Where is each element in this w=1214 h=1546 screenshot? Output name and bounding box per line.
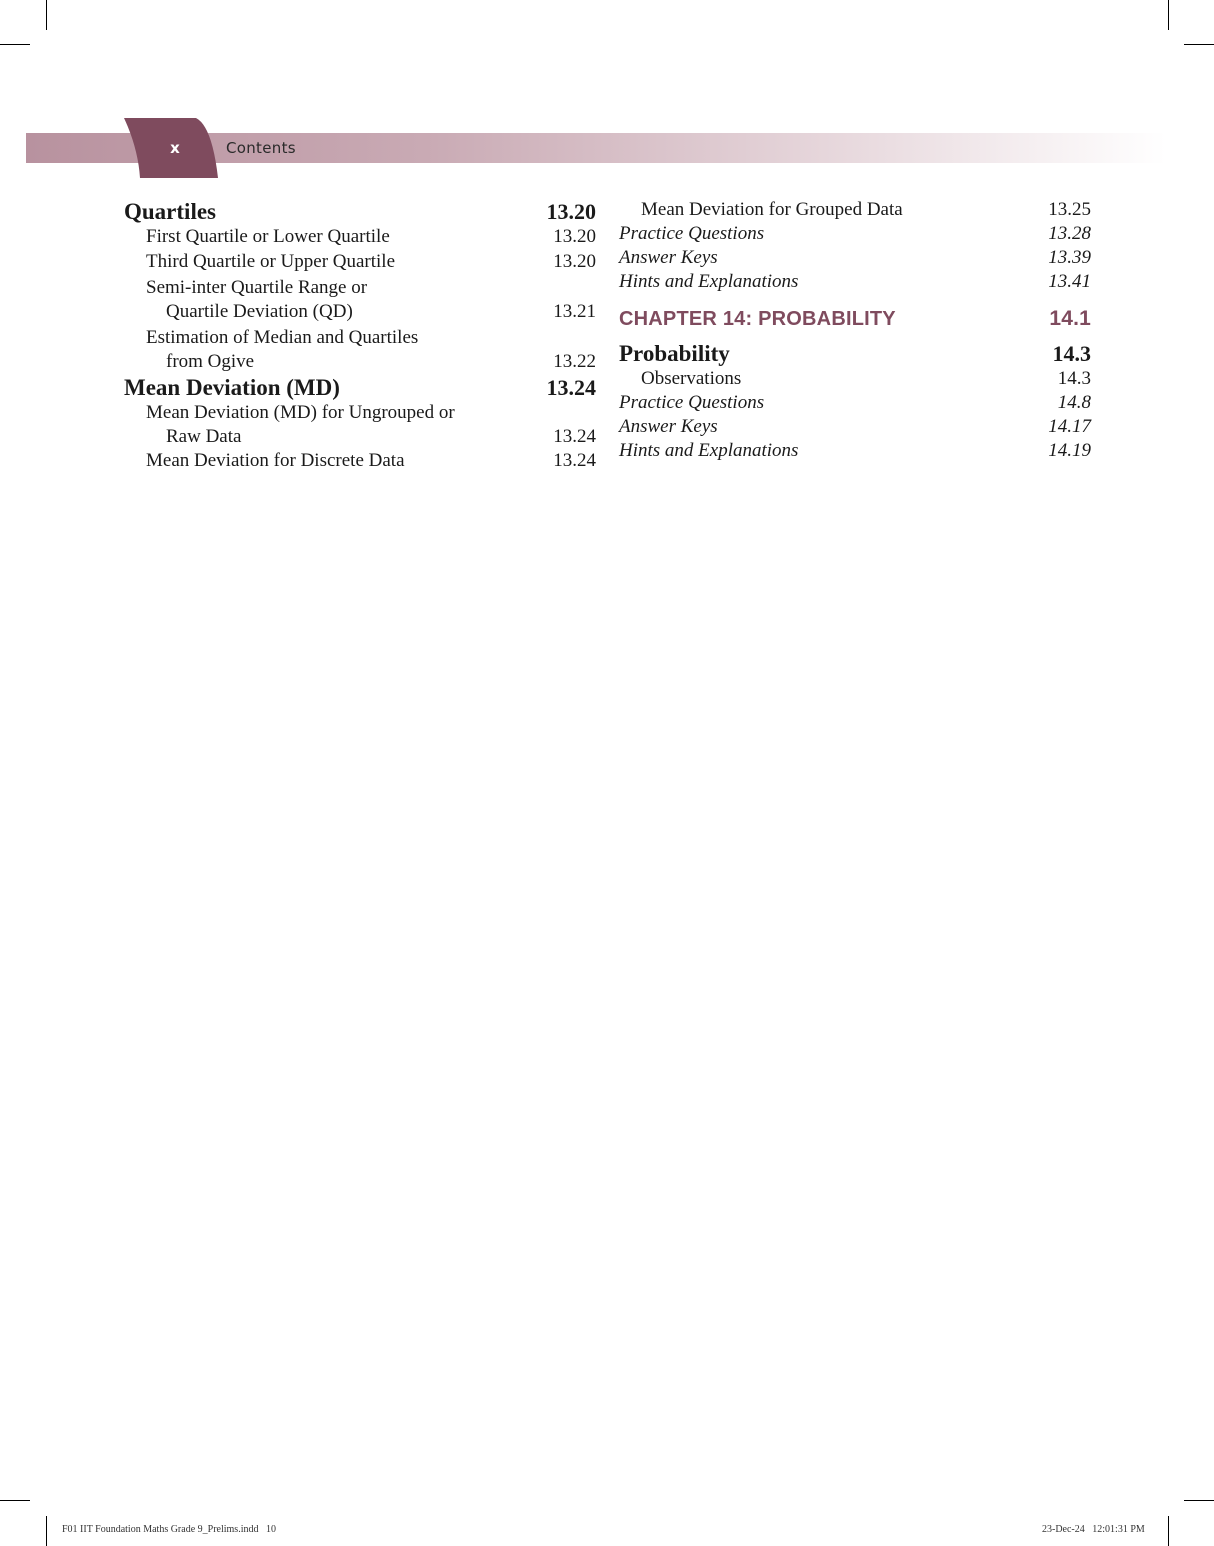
toc-entry-title: Mean Deviation for Discrete Data — [146, 450, 405, 471]
toc-entry-quartiles[interactable] — [124, 199, 596, 225]
crop-mark-bottom-left-horizontal — [0, 1500, 30, 1501]
toc-entry-page: 14.3 — [1057, 368, 1091, 389]
toc-entry-title: Mean Deviation (MD) — [124, 375, 340, 400]
toc-entry-page: 13.21 — [553, 301, 596, 322]
toc-entry-page: 13.20 — [553, 226, 596, 247]
toc-entry-hints-14[interactable] — [619, 439, 1091, 463]
toc-entry-title: Raw Data — [166, 426, 242, 447]
crop-mark-bottom-right-vertical — [1168, 1516, 1169, 1546]
toc-entry-page: 13.20 — [553, 251, 596, 272]
toc-entry-md-discrete[interactable] — [124, 449, 596, 473]
toc-entry-md-ungrouped-line1[interactable] — [124, 401, 596, 425]
toc-entry-title: Semi-inter Quartile Range or — [146, 277, 368, 298]
toc-entry-hints-13[interactable] — [619, 270, 1091, 294]
toc-entry-title: Probability — [619, 341, 730, 366]
toc-entry-first-quartile[interactable] — [124, 225, 596, 249]
toc-entry-probability[interactable] — [619, 341, 1091, 367]
toc-entry-title: Practice Questions — [619, 392, 765, 413]
toc-entry-title: First Quartile or Lower Quartile — [146, 226, 390, 247]
file-slug: F01 IIT Foundation Maths Grade 9_Prelims.indd 10 — [62, 1524, 276, 1535]
toc-entry-page: 14.3 — [1052, 341, 1091, 366]
toc-entry-title: Hints and Explanations — [619, 271, 799, 292]
toc-entry-page: 13.28 — [1048, 223, 1091, 244]
toc-entry-title: Practice Questions — [619, 223, 765, 244]
toc-entry-title: Hints and Explanations — [619, 440, 799, 461]
toc-entry-mean-deviation[interactable] — [124, 375, 596, 401]
toc-entry-title: Estimation of Median and Quartiles — [146, 327, 419, 348]
crop-mark-bottom-right-horizontal — [1184, 1500, 1214, 1501]
toc-entry-md-ungrouped-line2[interactable] — [124, 425, 596, 449]
crop-mark-top-left-vertical — [46, 0, 47, 30]
toc-entry-page: 13.20 — [546, 199, 596, 224]
toc-entry-estimation-line1[interactable] — [124, 326, 596, 350]
toc-entry-page: 13.25 — [1048, 199, 1091, 220]
toc-entry-practice-questions-13[interactable] — [619, 222, 1091, 246]
toc-entry-page: 14.19 — [1048, 440, 1091, 461]
toc-entry-observations[interactable] — [619, 367, 1091, 391]
toc-entry-title: Answer Keys — [619, 247, 718, 268]
print-timestamp: 23-Dec-24 12:01:31 PM — [1042, 1524, 1145, 1535]
crop-mark-bottom-left-vertical — [46, 1516, 47, 1546]
toc-entry-page: 14.17 — [1048, 416, 1091, 437]
toc-entry-answer-keys-14[interactable] — [619, 415, 1091, 439]
toc-entry-semi-inter-line1[interactable] — [124, 276, 596, 300]
toc-entry-title: Observations — [641, 368, 742, 389]
page-number: x — [170, 139, 180, 157]
toc-entry-answer-keys-13[interactable] — [619, 246, 1091, 270]
toc-entry-md-grouped[interactable] — [619, 198, 1091, 222]
toc-entry-title: Quartiles — [124, 199, 216, 224]
toc-entry-title: Mean Deviation for Grouped Data — [641, 199, 903, 220]
toc-entry-title: Mean Deviation (MD) for Ungrouped or — [146, 402, 455, 423]
toc-entry-chapter-14[interactable] — [619, 306, 1091, 332]
toc-entry-title: from Ogive — [166, 351, 255, 372]
toc-entry-practice-questions-14[interactable] — [619, 391, 1091, 415]
toc-entry-page: 13.41 — [1048, 271, 1091, 292]
toc-entry-page: 14.8 — [1057, 392, 1091, 413]
toc-entry-third-quartile[interactable] — [124, 250, 596, 274]
crop-mark-top-right-vertical — [1168, 0, 1169, 30]
toc-entry-title: Quartile Deviation (QD) — [166, 301, 353, 322]
toc-entry-title: Third Quartile or Upper Quartile — [146, 251, 396, 272]
crop-mark-top-left-horizontal — [0, 44, 30, 45]
toc-entry-estimation-line2[interactable] — [124, 350, 596, 374]
toc-entry-page: 13.39 — [1048, 247, 1091, 268]
chapter-page: 14.1 — [1049, 307, 1091, 330]
section-title: Contents — [226, 139, 296, 157]
chapter-heading: CHAPTER 14: PROBABILITY — [619, 308, 896, 330]
toc-entry-title: Answer Keys — [619, 416, 718, 437]
toc-entry-page: 13.24 — [553, 450, 596, 471]
crop-mark-top-right-horizontal — [1184, 44, 1214, 45]
toc-entry-page: 13.22 — [553, 351, 596, 372]
toc-entry-page: 13.24 — [553, 426, 596, 447]
toc-entry-semi-inter-line2[interactable] — [124, 300, 596, 324]
toc-entry-page: 13.24 — [546, 375, 596, 400]
